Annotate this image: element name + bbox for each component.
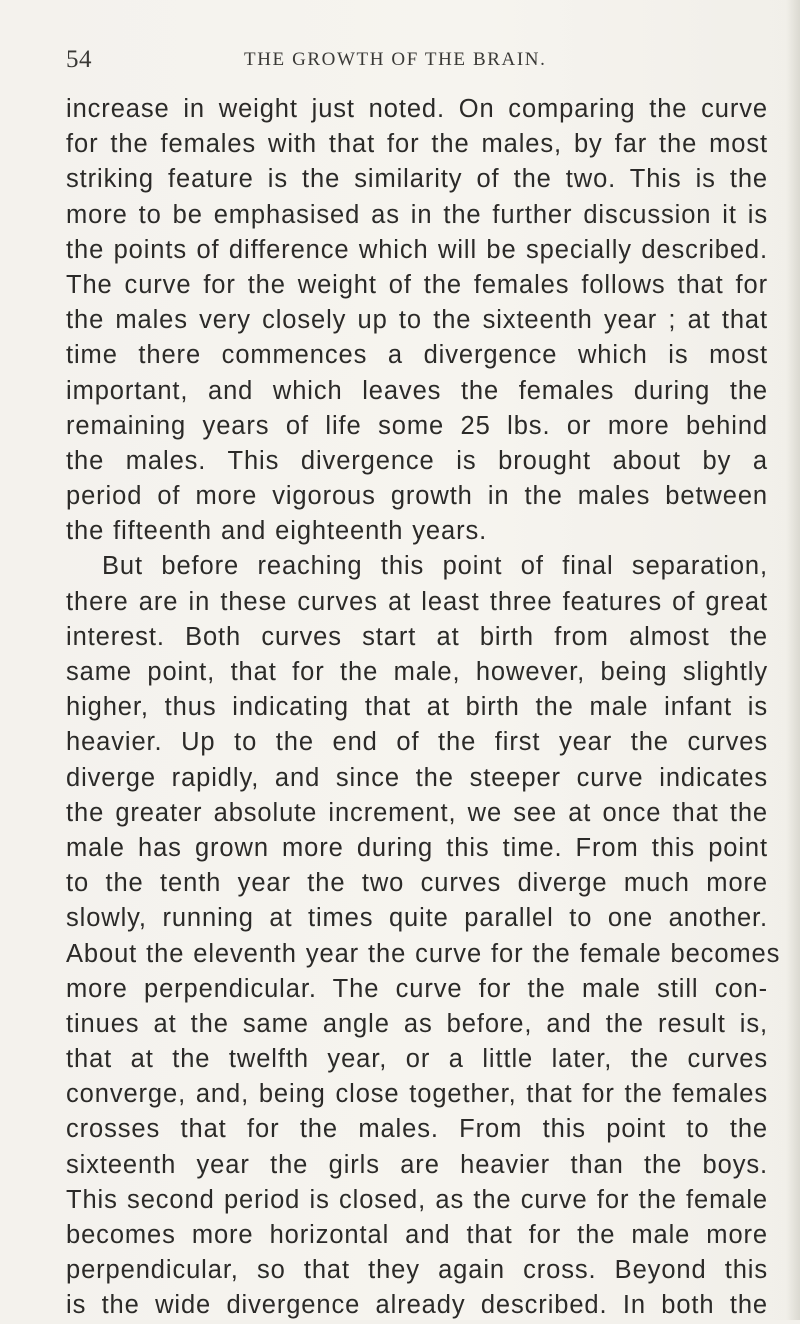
text-line: same point, that for the male, however, being slightly	[66, 658, 768, 686]
text-line: tinues at the same angle as before, and the result is,	[66, 1009, 768, 1038]
text-line: the males. This divergence is brought about by a	[66, 446, 768, 475]
page-number: 54	[66, 46, 92, 73]
text-line: sixteenth year the girls are heavier than the boys.	[66, 1150, 768, 1179]
text-line: period of more vigorous growth in the males between	[66, 482, 768, 511]
text-line: The curve for the weight of the females follows that for	[66, 270, 768, 299]
text-line: time there commences a divergence which is most	[66, 341, 768, 370]
text-line: for the females with that for the males, by far the most	[66, 130, 768, 159]
text-line: slowly, running at times quite parallel to one another.	[66, 904, 768, 933]
text-line: increase in weight just noted. On comparing the curve	[66, 95, 768, 123]
text-line: About the eleventh year the curve for the female becomes	[66, 939, 781, 968]
text-line: converge, and, being close together, that for the females	[66, 1080, 768, 1109]
text-line: there are in these curves at least three features of great	[66, 587, 768, 616]
text-line: higher, thus indicating that at birth the male infant is	[66, 693, 768, 722]
text-line-paragraph-end: the fifteenth and eighteenth years.	[66, 517, 488, 546]
text-line: the points of difference which will be specially described.	[66, 235, 768, 264]
text-line: the males very closely up to the sixteenth year ; at that	[66, 306, 768, 335]
text-line: that at the twelfth year, or a little later, the curves	[66, 1045, 768, 1074]
body-text	[66, 92, 781, 1324]
text-line: is the wide divergence already described. In both the	[66, 1291, 768, 1320]
text-line: This second period is closed, as the curve for the female	[66, 1185, 768, 1214]
text-line: male has grown more during this time. From this point	[66, 833, 768, 862]
text-line: perpendicular, so that they again cross. Beyond this	[66, 1256, 768, 1285]
text-line: more perpendicular. The curve for the male still con-	[66, 974, 768, 1003]
running-head	[66, 46, 766, 76]
text-line: to the tenth year the two curves diverge much more	[66, 869, 768, 898]
text-line: interest. Both curves start at birth from almost the	[66, 622, 768, 651]
text-line: heavier. Up to the end of the first year the curves	[66, 728, 768, 757]
text-line: becomes more horizontal and that for the male more	[66, 1221, 768, 1249]
text-line: remaining years of life some 25 lbs. or more behind	[66, 411, 768, 440]
text-line: important, and which leaves the females during the	[66, 376, 768, 405]
running-title: THE GROWTH OF THE BRAIN.	[244, 49, 547, 70]
text-line: striking feature is the similarity of the two. This is the	[66, 165, 768, 194]
text-line: more to be emphasised as in the further discussion it is	[66, 200, 768, 229]
text-line: the greater absolute increment, we see at once that the	[66, 798, 768, 827]
text-line: crosses that for the males. From this point to the	[66, 1115, 768, 1144]
text-line: diverge rapidly, and since the steeper curve indicates	[66, 763, 768, 792]
text-line-paragraph-start: But before reaching this point of final separation,	[102, 552, 768, 581]
page-edge-shadow	[786, 0, 800, 1320]
